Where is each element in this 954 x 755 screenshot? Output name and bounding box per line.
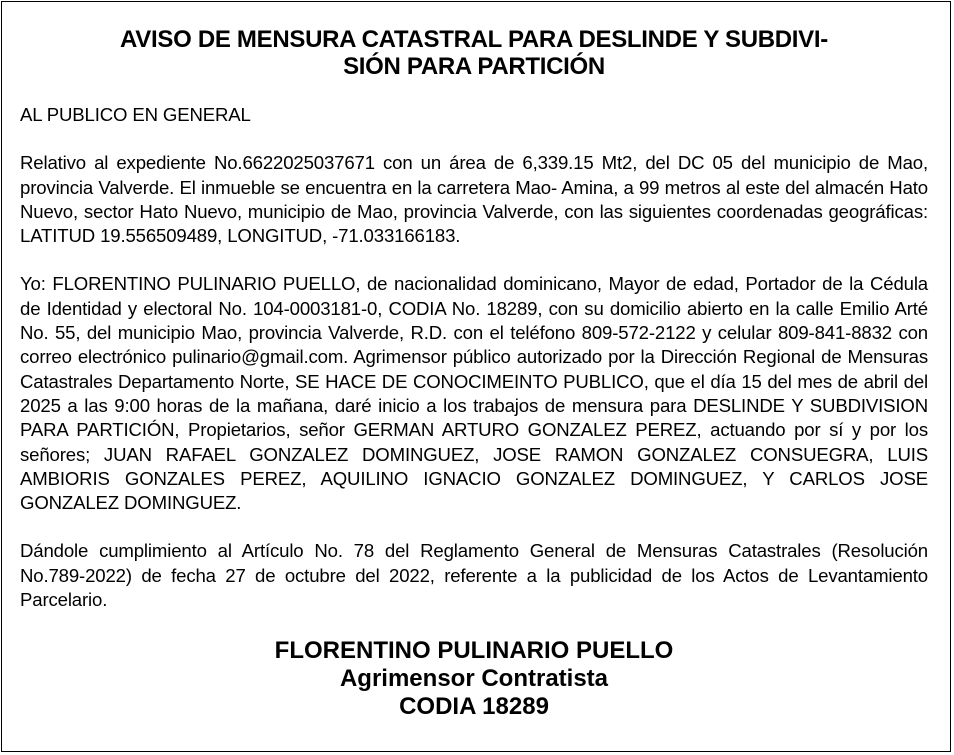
notice-paragraph-legal-basis: Dándole cumplimiento al Artículo No. 78 del Reglamento General de Mensuras Catastrales (Resolución No.789-2022) de fecha 27 de octubre del 2022, referente a la publicidad de los Actos de Levantamiento Parcelario. bbox=[20, 540, 928, 611]
notice-audience: AL PUBLICO EN GENERAL bbox=[20, 104, 251, 125]
notice-title-line-2: SIÓN PARA PARTICIÓN bbox=[343, 53, 605, 80]
notice-body bbox=[20, 26, 928, 721]
signature-codia: CODIA 18289 bbox=[399, 693, 549, 721]
notice-paragraph-file-details: Relativo al expediente No.6622025037671 con un área de 6,339.15 Mt2, del DC 05 del municipio de Mao, provincia Valverde. El inmueble se encuentra en la carretera Mao- Amina, a 99 metros al este del almacén Hato Nuevo, sector Hato Nuevo, municipio de Mao, provincia Valverde, con las siguientes coordenadas geográficas: LATITUD 19.556509489, LONGITUD, -71.033166183. bbox=[20, 152, 928, 247]
notice-title bbox=[20, 26, 928, 80]
notice-title-line-1: AVISO DE MENSURA CATASTRAL PARA DESLINDE Y SUBDIVI- bbox=[120, 26, 828, 53]
notice-paragraph-surveyor-declaration: Yo: FLORENTINO PULINARIO PUELLO, de nacionalidad dominicano, Mayor de edad, Portador de la Cédula de Identidad y electoral No. 104-0003181-0, CODIA No. 18289, con su domicilio abierto en la calle Emilio Arté No. 55, del municipio Mao, provincia Valverde, R.D. con el teléfono 809-572-2122 y celular 809-841-8832 con correo electrónico pulinario@gmail.com. Agrimensor público autorizado por la Dirección Regional de Mensuras Catastrales Departamento Norte, SE HACE DE CONOCIMEINTO PUBLICO, que el día 15 del mes de abril del 2025 a las 9:00 horas de la mañana, daré inicio a los trabajos de mensura para DESLINDE Y SUBDIVISION PARA PARTICIÓN, Propietarios, señor GERMAN ARTURO GONZALEZ PEREZ, actuando por sí y por los señores; JUAN RAFAEL GONZALEZ DOMINGUEZ, JOSE RAMON GONZALEZ CONSUEGRA, LUIS AMBIORIS GONZALES PEREZ, AQUILINO IGNACIO GONZALEZ DOMINGUEZ, Y CARLOS JOSE GONZALEZ DOMINGUEZ. bbox=[20, 273, 928, 514]
signature-block bbox=[20, 637, 928, 721]
signature-name: FLORENTINO PULINARIO PUELLO bbox=[274, 637, 674, 665]
signature-role: Agrimensor Contratista bbox=[339, 665, 609, 693]
